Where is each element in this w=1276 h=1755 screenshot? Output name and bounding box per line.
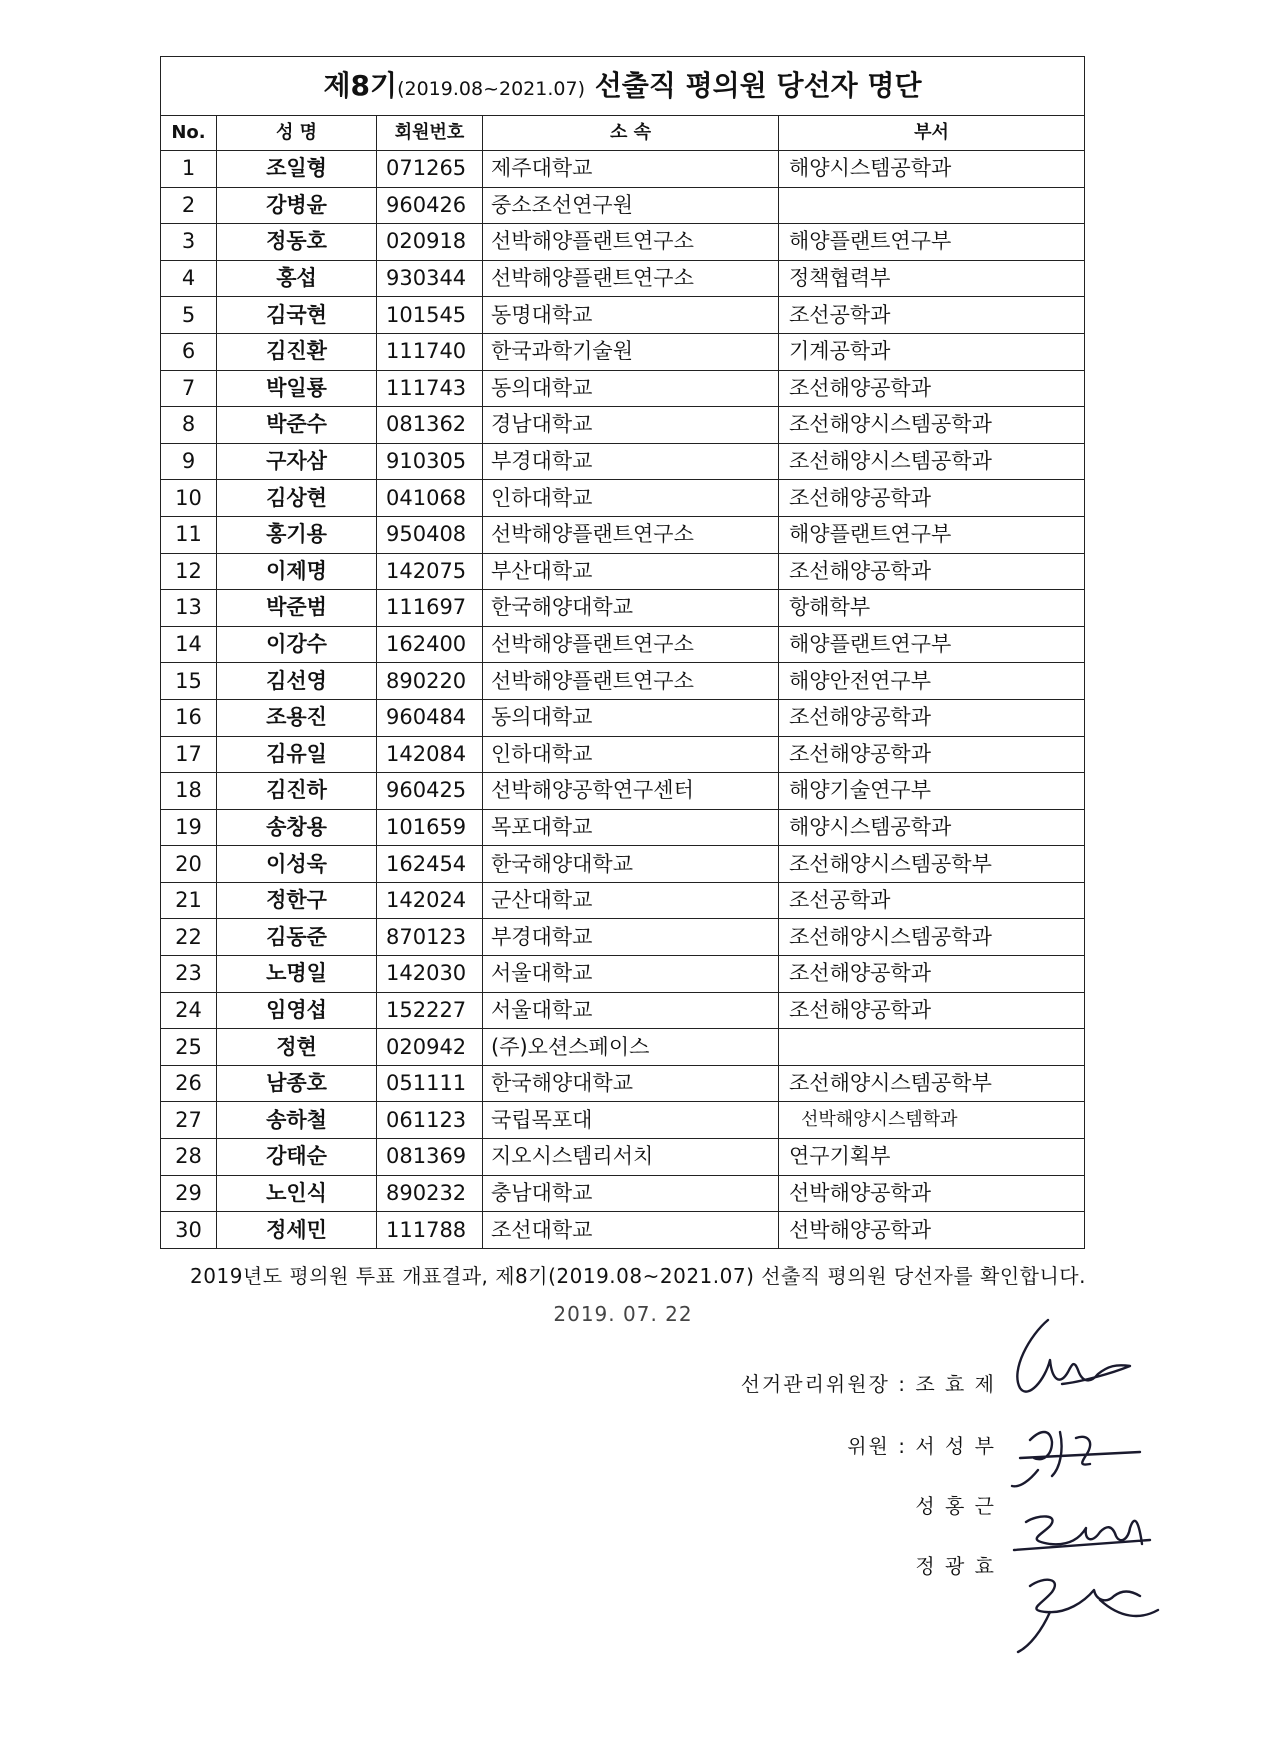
cell-no: 9 xyxy=(161,443,217,480)
table-row xyxy=(161,919,1085,956)
cell-affiliation: 국립목포대 xyxy=(483,1102,779,1139)
table-row xyxy=(161,663,1085,700)
cell-department: 해양시스템공학과 xyxy=(779,151,1085,188)
cell-name: 노명일 xyxy=(217,956,377,993)
cell-member-no: 051111 xyxy=(377,1065,483,1102)
cell-name: 송창용 xyxy=(217,809,377,846)
cell-department: 조선공학과 xyxy=(779,297,1085,334)
cell-affiliation: 중소조선연구원 xyxy=(483,187,779,224)
cell-affiliation: 지오시스템리서치 xyxy=(483,1139,779,1176)
signatory-name: 조 효 제 xyxy=(915,1372,996,1396)
cell-no: 6 xyxy=(161,333,217,370)
cell-affiliation: 한국해양대학교 xyxy=(483,590,779,627)
cell-member-no: 142030 xyxy=(377,956,483,993)
cell-affiliation: 경남대학교 xyxy=(483,407,779,444)
cell-no: 28 xyxy=(161,1139,217,1176)
cell-affiliation: 서울대학교 xyxy=(483,956,779,993)
cell-name: 구자삼 xyxy=(217,443,377,480)
cell-name: 김유일 xyxy=(217,736,377,773)
cell-affiliation: 선박해양플랜트연구소 xyxy=(483,663,779,700)
cell-member-no: 101659 xyxy=(377,809,483,846)
cell-no: 29 xyxy=(161,1175,217,1212)
cell-member-no: 101545 xyxy=(377,297,483,334)
cell-name: 이강수 xyxy=(217,626,377,663)
table-row xyxy=(161,626,1085,663)
title-range: (2019.08~2021.07) xyxy=(397,78,585,100)
cell-member-no: 071265 xyxy=(377,151,483,188)
cell-name: 임영섭 xyxy=(217,992,377,1029)
cell-affiliation: 한국과학기술원 xyxy=(483,333,779,370)
document-title xyxy=(161,57,1085,116)
cell-department: 조선해양공학과 xyxy=(779,553,1085,590)
cell-member-no: 111788 xyxy=(377,1212,483,1249)
cell-name: 홍기용 xyxy=(217,516,377,553)
cell-name: 김국현 xyxy=(217,297,377,334)
cell-no: 3 xyxy=(161,224,217,261)
col-header-department: 부서 xyxy=(779,116,1085,151)
signatory-name: 서 성 부 xyxy=(915,1434,996,1458)
cell-affiliation: 동의대학교 xyxy=(483,699,779,736)
confirmation-statement: 2019년도 평의원 투표 개표결과, 제8기(2019.08~2021.07) 선출직 평의원 당선자를 확인합니다. xyxy=(190,1264,1086,1288)
table-row xyxy=(161,1175,1085,1212)
table-row xyxy=(161,553,1085,590)
cell-no: 27 xyxy=(161,1102,217,1139)
table-row xyxy=(161,480,1085,517)
roster-table xyxy=(160,56,1085,1249)
cell-department: 조선해양시스템공학과 xyxy=(779,443,1085,480)
cell-no: 14 xyxy=(161,626,217,663)
cell-department: 조선공학과 xyxy=(779,882,1085,919)
table-row xyxy=(161,992,1085,1029)
cell-department: 조선해양시스템공학부 xyxy=(779,1065,1085,1102)
cell-department: 조선해양시스템공학부 xyxy=(779,846,1085,883)
cell-member-no: 081369 xyxy=(377,1139,483,1176)
cell-department: 항해학부 xyxy=(779,590,1085,627)
cell-no: 2 xyxy=(161,187,217,224)
table-row xyxy=(161,590,1085,627)
cell-no: 19 xyxy=(161,809,217,846)
table-row xyxy=(161,809,1085,846)
cell-member-no: 162400 xyxy=(377,626,483,663)
title-prefix: 제8기 xyxy=(323,69,398,102)
cell-member-no: 960426 xyxy=(377,187,483,224)
cell-no: 18 xyxy=(161,773,217,810)
cell-affiliation: 서울대학교 xyxy=(483,992,779,1029)
table-row xyxy=(161,370,1085,407)
cell-name: 김동준 xyxy=(217,919,377,956)
cell-affiliation: (주)오션스페이스 xyxy=(483,1029,779,1066)
cell-affiliation: 조선대학교 xyxy=(483,1212,779,1249)
cell-no: 13 xyxy=(161,590,217,627)
cell-name: 이제명 xyxy=(217,553,377,590)
cell-affiliation: 선박해양플랜트연구소 xyxy=(483,516,779,553)
cell-name: 조용진 xyxy=(217,699,377,736)
table-row xyxy=(161,1102,1085,1139)
cell-member-no: 111740 xyxy=(377,333,483,370)
cell-name: 정세민 xyxy=(217,1212,377,1249)
cell-no: 24 xyxy=(161,992,217,1029)
cell-member-no: 950408 xyxy=(377,516,483,553)
cell-no: 30 xyxy=(161,1212,217,1249)
title-suffix: 선출직 평의원 당선자 명단 xyxy=(584,69,922,102)
cell-affiliation: 목포대학교 xyxy=(483,809,779,846)
cell-department: 선박해양시스템학과 xyxy=(779,1102,1085,1139)
cell-name: 강병윤 xyxy=(217,187,377,224)
cell-department: 해양플랜트연구부 xyxy=(779,224,1085,261)
cell-department: 해양플랜트연구부 xyxy=(779,516,1085,553)
cell-name: 박일룡 xyxy=(217,370,377,407)
cell-name: 조일형 xyxy=(217,151,377,188)
cell-no: 20 xyxy=(161,846,217,883)
cell-member-no: 142075 xyxy=(377,553,483,590)
cell-department: 선박해양공학과 xyxy=(779,1175,1085,1212)
cell-affiliation: 한국해양대학교 xyxy=(483,846,779,883)
cell-affiliation: 한국해양대학교 xyxy=(483,1065,779,1102)
cell-name: 김진환 xyxy=(217,333,377,370)
cell-member-no: 081362 xyxy=(377,407,483,444)
table-row xyxy=(161,297,1085,334)
cell-affiliation: 선박해양공학연구센터 xyxy=(483,773,779,810)
cell-affiliation: 충남대학교 xyxy=(483,1175,779,1212)
cell-department: 기계공학과 xyxy=(779,333,1085,370)
cell-member-no: 960484 xyxy=(377,699,483,736)
cell-name: 김상현 xyxy=(217,480,377,517)
cell-member-no: 142024 xyxy=(377,882,483,919)
cell-no: 8 xyxy=(161,407,217,444)
table-row xyxy=(161,1212,1085,1249)
cell-department: 조선해양시스템공학과 xyxy=(779,407,1085,444)
signature-chair xyxy=(1017,1320,1130,1392)
cell-department: 조선해양공학과 xyxy=(779,699,1085,736)
table-row xyxy=(161,443,1085,480)
cell-name: 노인식 xyxy=(217,1175,377,1212)
cell-member-no: 152227 xyxy=(377,992,483,1029)
cell-member-no: 142084 xyxy=(377,736,483,773)
cell-no: 16 xyxy=(161,699,217,736)
cell-name: 강태순 xyxy=(217,1139,377,1176)
cell-no: 26 xyxy=(161,1065,217,1102)
table-row xyxy=(161,333,1085,370)
cell-no: 17 xyxy=(161,736,217,773)
table-row xyxy=(161,882,1085,919)
cell-department: 해양플랜트연구부 xyxy=(779,626,1085,663)
cell-member-no: 890232 xyxy=(377,1175,483,1212)
table-row xyxy=(161,516,1085,553)
cell-member-no: 020942 xyxy=(377,1029,483,1066)
cell-affiliation: 군산대학교 xyxy=(483,882,779,919)
signatory-member-3 xyxy=(915,1550,996,1579)
table-row xyxy=(161,736,1085,773)
signatory-role: 위원 : xyxy=(847,1434,907,1458)
cell-department: 조선해양공학과 xyxy=(779,736,1085,773)
cell-affiliation: 선박해양플랜트연구소 xyxy=(483,224,779,261)
table-row xyxy=(161,699,1085,736)
signatory-chair xyxy=(741,1368,996,1397)
roster-sheet xyxy=(160,56,1084,1249)
cell-member-no: 960425 xyxy=(377,773,483,810)
cell-department: 선박해양공학과 xyxy=(779,1212,1085,1249)
cell-department: 해양안전연구부 xyxy=(779,663,1085,700)
table-row xyxy=(161,407,1085,444)
cell-department: 조선해양공학과 xyxy=(779,992,1085,1029)
cell-no: 12 xyxy=(161,553,217,590)
cell-affiliation: 부산대학교 xyxy=(483,553,779,590)
cell-affiliation: 인하대학교 xyxy=(483,480,779,517)
cell-no: 22 xyxy=(161,919,217,956)
cell-department: 정책협력부 xyxy=(779,260,1085,297)
cell-member-no: 041068 xyxy=(377,480,483,517)
cell-affiliation: 동의대학교 xyxy=(483,370,779,407)
cell-name: 박준수 xyxy=(217,407,377,444)
cell-no: 1 xyxy=(161,151,217,188)
cell-no: 10 xyxy=(161,480,217,517)
cell-no: 4 xyxy=(161,260,217,297)
cell-department: 해양시스템공학과 xyxy=(779,809,1085,846)
table-row xyxy=(161,1029,1085,1066)
cell-member-no: 930344 xyxy=(377,260,483,297)
signature-member-2 xyxy=(1014,1516,1150,1550)
cell-no: 25 xyxy=(161,1029,217,1066)
col-header-member-no: 회원번호 xyxy=(377,116,483,151)
cell-member-no: 870123 xyxy=(377,919,483,956)
cell-department xyxy=(779,187,1085,224)
cell-department: 조선해양공학과 xyxy=(779,480,1085,517)
signatory-name: 정 광 효 xyxy=(915,1554,996,1578)
signatory-role: 선거관리위원장 : xyxy=(740,1372,907,1396)
document-date: 2019. 07. 22 xyxy=(553,1302,693,1326)
cell-affiliation: 부경대학교 xyxy=(483,443,779,480)
table-row xyxy=(161,187,1085,224)
cell-member-no: 910305 xyxy=(377,443,483,480)
cell-member-no: 162454 xyxy=(377,846,483,883)
cell-member-no: 111697 xyxy=(377,590,483,627)
table-row xyxy=(161,1139,1085,1176)
table-row xyxy=(161,956,1085,993)
col-header-no: No. xyxy=(161,116,217,151)
cell-member-no: 061123 xyxy=(377,1102,483,1139)
table-row xyxy=(161,1065,1085,1102)
cell-department: 조선해양공학과 xyxy=(779,370,1085,407)
cell-member-no: 020918 xyxy=(377,224,483,261)
cell-name: 김선영 xyxy=(217,663,377,700)
table-row xyxy=(161,773,1085,810)
cell-department xyxy=(779,1029,1085,1066)
table-header-row xyxy=(161,116,1085,151)
table-row xyxy=(161,260,1085,297)
cell-name: 정한구 xyxy=(217,882,377,919)
cell-member-no: 890220 xyxy=(377,663,483,700)
cell-affiliation: 인하대학교 xyxy=(483,736,779,773)
cell-affiliation: 선박해양플랜트연구소 xyxy=(483,260,779,297)
signatory-member-1 xyxy=(847,1430,996,1459)
cell-name: 남종호 xyxy=(217,1065,377,1102)
cell-affiliation: 선박해양플랜트연구소 xyxy=(483,626,779,663)
col-header-name: 성 명 xyxy=(217,116,377,151)
cell-department: 조선해양시스템공학과 xyxy=(779,919,1085,956)
cell-name: 송하철 xyxy=(217,1102,377,1139)
cell-affiliation: 동명대학교 xyxy=(483,297,779,334)
col-header-affiliation: 소 속 xyxy=(483,116,779,151)
signature-member-3 xyxy=(1018,1580,1158,1652)
cell-name: 정동호 xyxy=(217,224,377,261)
signatory-name: 성 홍 근 xyxy=(915,1494,996,1518)
cell-name: 박준범 xyxy=(217,590,377,627)
cell-no: 5 xyxy=(161,297,217,334)
cell-name: 정현 xyxy=(217,1029,377,1066)
roster-body xyxy=(161,151,1085,1249)
cell-no: 15 xyxy=(161,663,217,700)
cell-affiliation: 제주대학교 xyxy=(483,151,779,188)
signatory-member-2 xyxy=(915,1490,996,1519)
table-row xyxy=(161,846,1085,883)
handwritten-signatures xyxy=(990,1300,1190,1670)
cell-name: 김진하 xyxy=(217,773,377,810)
cell-department: 해양기술연구부 xyxy=(779,773,1085,810)
cell-no: 11 xyxy=(161,516,217,553)
table-row xyxy=(161,224,1085,261)
table-row xyxy=(161,151,1085,188)
cell-department: 조선해양공학과 xyxy=(779,956,1085,993)
cell-name: 홍섭 xyxy=(217,260,377,297)
cell-member-no: 111743 xyxy=(377,370,483,407)
cell-department: 연구기획부 xyxy=(779,1139,1085,1176)
cell-name: 이성욱 xyxy=(217,846,377,883)
cell-no: 23 xyxy=(161,956,217,993)
cell-affiliation: 부경대학교 xyxy=(483,919,779,956)
signature-member-1 xyxy=(1012,1432,1140,1486)
cell-no: 7 xyxy=(161,370,217,407)
cell-no: 21 xyxy=(161,882,217,919)
